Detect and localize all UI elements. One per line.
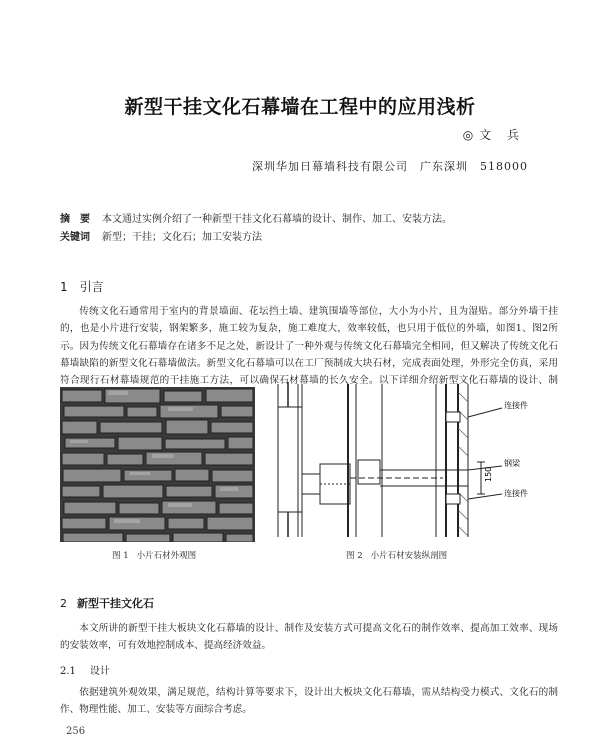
section-2-title: 新型干挂文化石 [77,597,154,610]
figure-2-number: 图 2 [346,551,363,561]
section-2-1-heading [60,662,110,677]
section-2-1-number: 2.1 [60,666,76,677]
stone-wall-image [60,387,255,542]
figure-1-caption [112,549,196,561]
abstract-label: 摘 要 [60,214,90,225]
abstract-text: 本文通过实例介绍了一种新型干挂文化石幕墙的设计、制作、加工、安装方法。 [102,214,452,225]
section-1-title: 引言 [79,280,104,294]
keywords-text: 新型；干挂；文化石；加工安装方法 [102,232,262,243]
section-2-1-title: 设计 [89,666,110,677]
page-number: 256 [66,726,86,737]
label-connector-top: 连接件 [504,401,528,410]
section-1-paragraph: 传统文化石通常用于室内的背景墙面、花坛挡土墙、建筑围墙等部位，大小为小片，且为湿贴。部分外墙干挂的，也是小片进行安装，钢架繁多，施工较为复杂，施工难度大，效率较低，也只用于低位的外墙，如图1、图2所示。因为传统文化石幕墙存在诸多不足之处，新设计了一种外观与传统文化石幕墙完全相同，但又解决了传统文化石幕墙缺陷的新型文化石幕墙做法。新型文化石幕墙可以在工厂预制成大块石材，完成表面处理，外形完全仿真，采用符合现行石材幕墙规范的干挂施工方法，可以确保石材幕墙的长久安全。以下详细介绍新型文化石幕墙的设计、制 [60,306,558,387]
section-2-heading [60,595,154,611]
figure-1-photo [60,387,255,542]
affiliation: 深圳华加日幕墙科技有限公司 广东深圳 518000 [252,160,528,173]
dimension-label: 150 [484,466,493,482]
label-connector-bottom: 连接件 [504,489,528,498]
section-2-paragraph: 本文所讲的新型干挂大板块文化石幕墙的设计、制作及安装方式可提高文化石的制作效率、提高加工效率、现场的安装效率，可有效地控制成本、提高经济效益。 [60,623,558,652]
section-2-number: 2 [60,597,67,610]
author: ◎文 兵 [462,128,525,142]
section-1-number: 1 [60,280,68,294]
figure-1-number: 图 1 [112,551,129,561]
paper-title: 新型干挂文化石幕墙在工程中的应用浅析 [124,96,476,118]
abstract [60,210,452,225]
figure-1-text: 小片石材外观图 [136,551,197,561]
figure-2-drawing [268,382,558,540]
figure-2-text: 小片石材安装纵剖图 [370,551,448,561]
keywords [60,228,262,243]
keywords-label: 关键词 [60,232,90,243]
section-1-heading [60,278,104,295]
label-steel-beam: 钢梁 [504,459,520,468]
section-2-1-paragraph: 依据建筑外观效果，满足规范，结构计算等要求下，设计出大板块文化石幕墙，需从结构受力模式、文化石的制作、物理性能、加工、安装等方面综合考虑。 [60,687,558,716]
figure-2-caption [346,549,447,561]
